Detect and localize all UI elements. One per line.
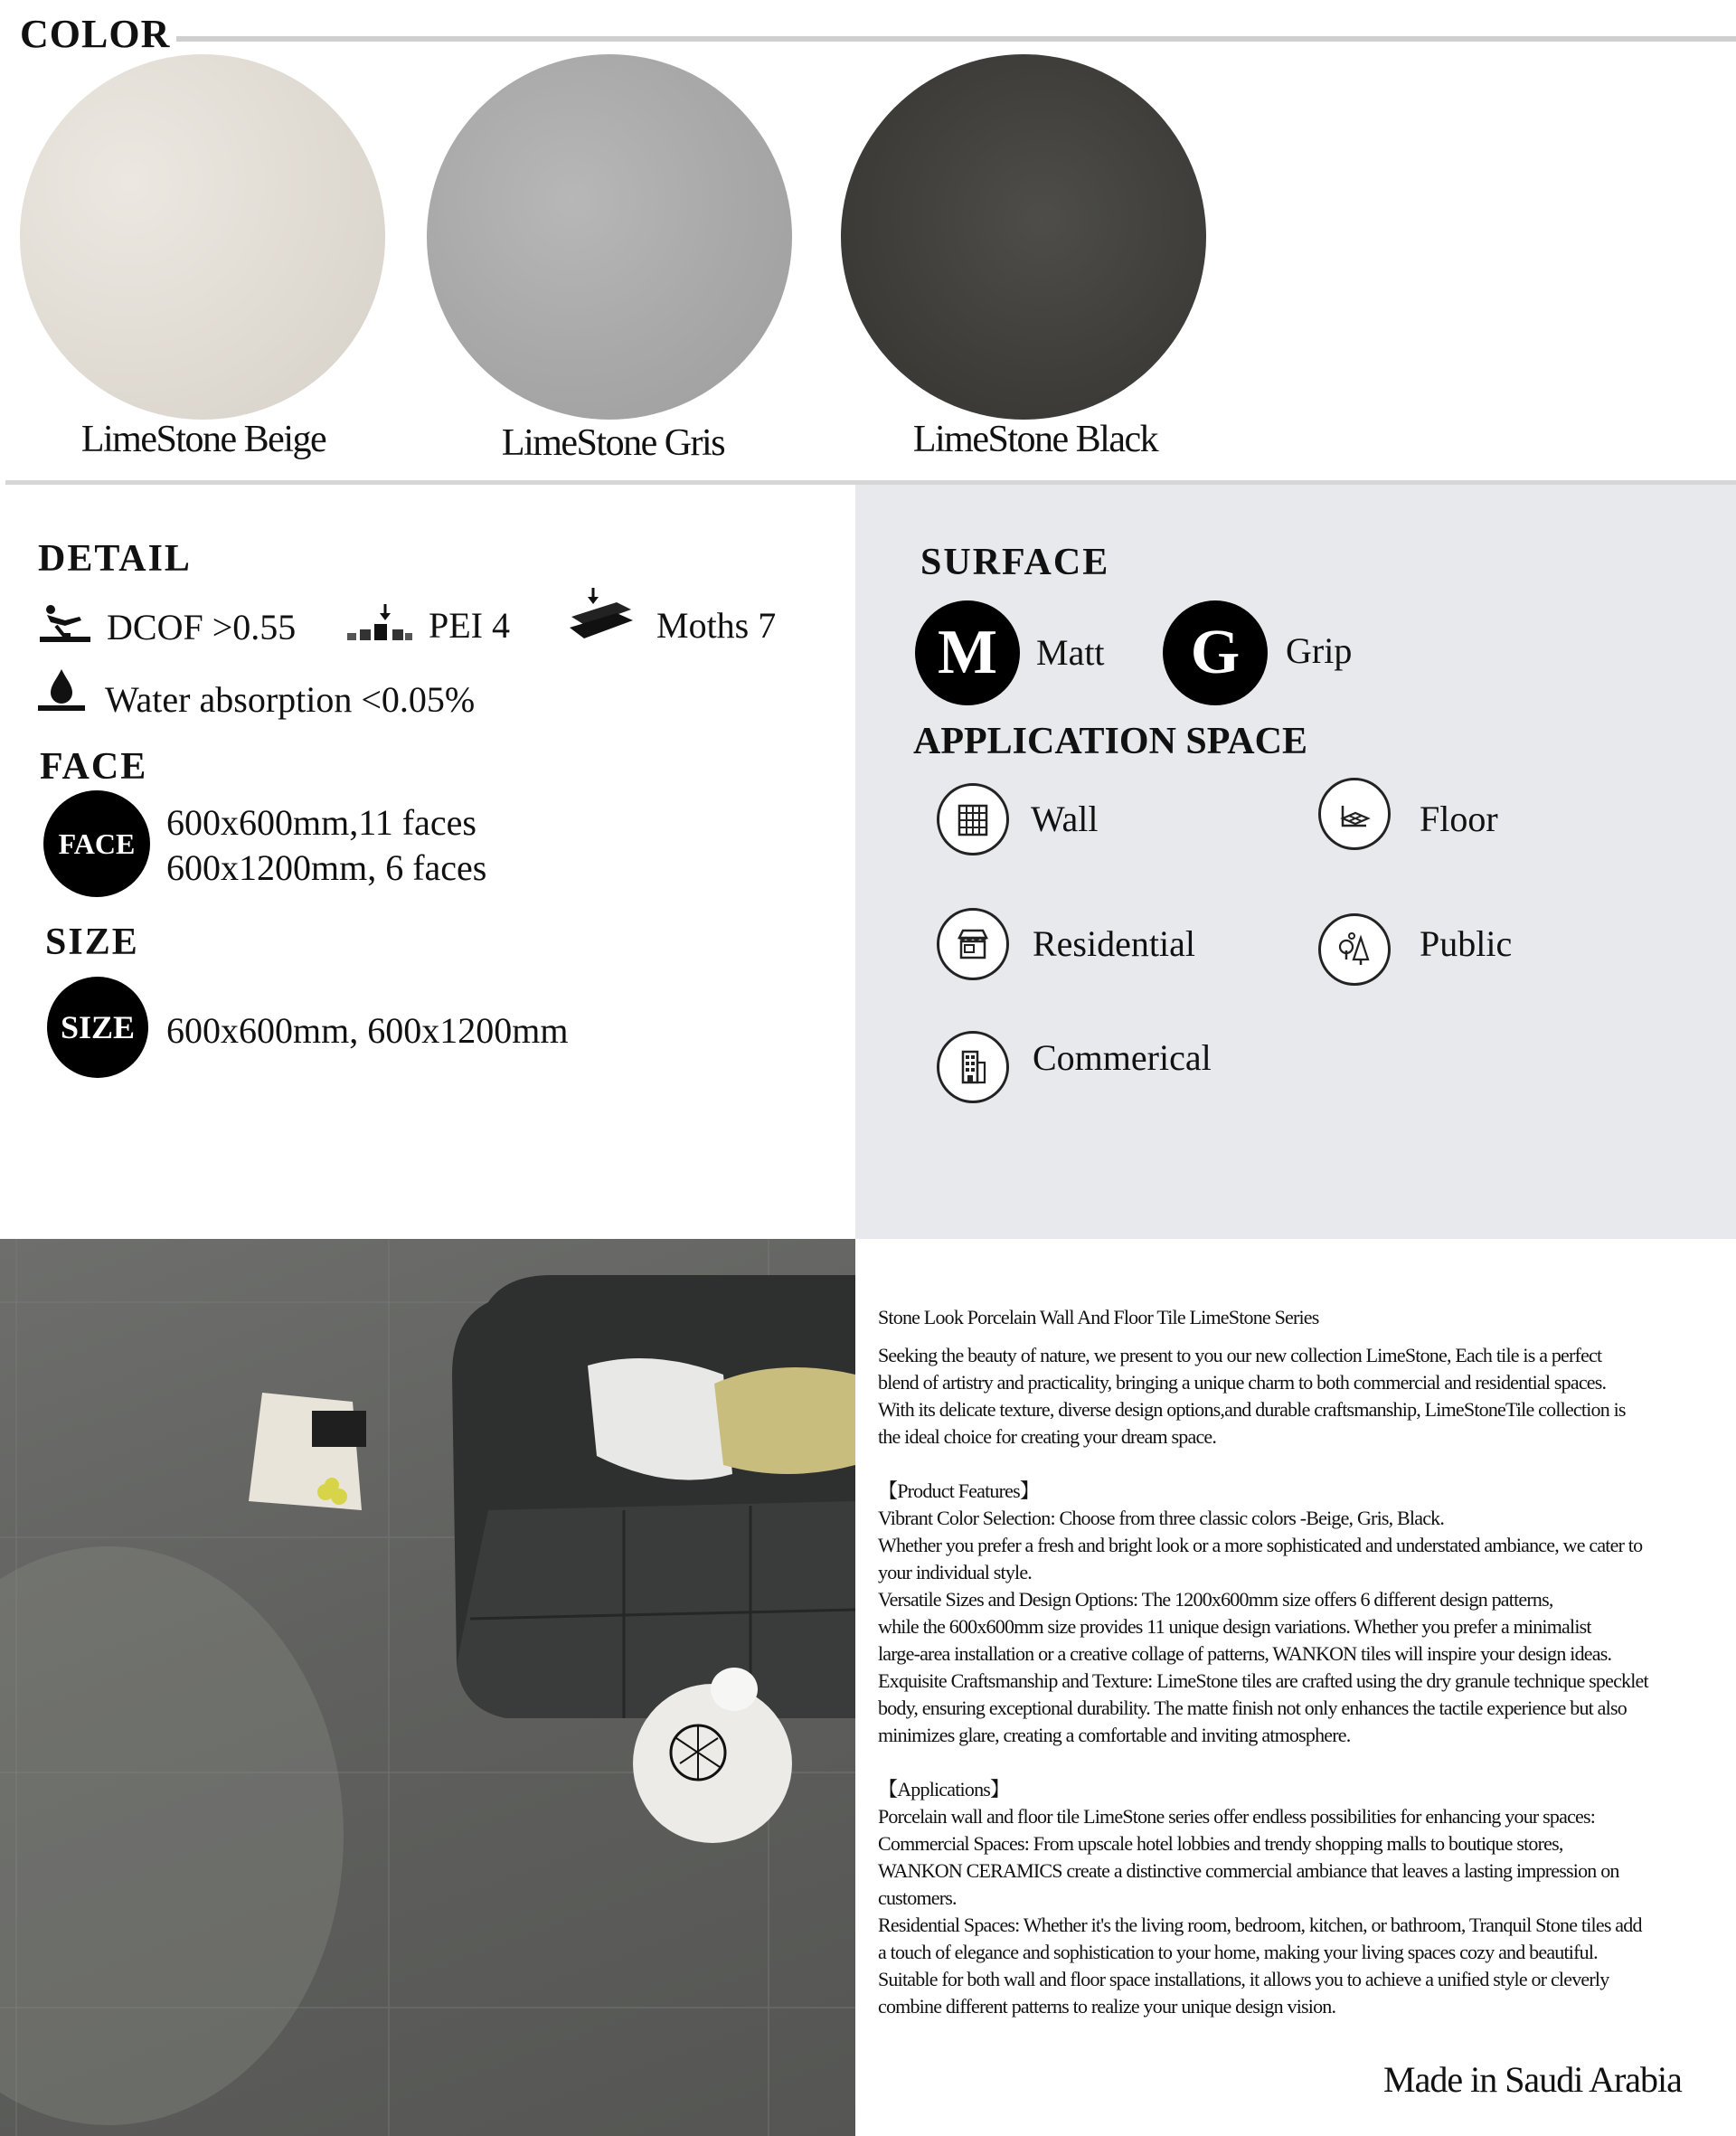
matt-label: Matt — [1036, 632, 1105, 673]
dcof-value: DCOF >0.55 — [107, 607, 297, 647]
swatch-limestone-beige — [20, 54, 385, 420]
application-line: a touch of elegance and sophistication to your home, making your living spaces cozy and beautiful. — [878, 1941, 1598, 1963]
features-heading: 【Product Features】 — [878, 1479, 1040, 1502]
residential-icon — [937, 908, 1009, 980]
feature-line: body, ensuring exceptional durability. The matte finish not only enhances the tactile experience but also — [878, 1697, 1627, 1719]
application-line: combine different patterns to realize your unique design vision. — [878, 1995, 1336, 2018]
application-public-label: Public — [1420, 923, 1513, 964]
mohs-value: Moths 7 — [656, 605, 777, 646]
application-commercial-label: Commerical — [1033, 1037, 1212, 1078]
feature-line: Vibrant Color Selection: Choose from three classic colors -Beige, Gris, Black. — [878, 1507, 1445, 1529]
feature-line: minimizes glare, creating a comfortable and inviting atmosphere. — [878, 1724, 1351, 1746]
application-line: customers. — [878, 1886, 957, 1909]
made-in-label: Made in Saudi Arabia — [1383, 2059, 1682, 2100]
surface-application-panel — [855, 485, 1736, 1239]
application-line: Porcelain wall and floor tile LimeStone series offer endless possibilities for enhancing your spaces: — [878, 1805, 1596, 1828]
swatch-label-black: LimeStone Black — [912, 419, 1158, 460]
face-title: FACE — [40, 746, 148, 788]
swatch-limestone-black — [841, 54, 1206, 420]
feature-line: Exquisite Craftsmanship and Texture: LimeStone tiles are crafted using the dry granule technique specklet — [878, 1669, 1648, 1692]
intro-line: blend of artistry and practicality, bringing a unique charm to both commercial and residential spaces. — [878, 1371, 1607, 1394]
mohs-hardness-icon — [566, 586, 637, 642]
application-line: WANKON CERAMICS create a distinctive commercial ambiance that leaves a lasting impression on — [878, 1859, 1619, 1882]
slip-resistance-icon — [38, 602, 92, 646]
size-value: 600x600mm, 600x1200mm — [166, 1010, 569, 1051]
color-section-title: COLOR — [20, 12, 171, 56]
color-title-rule — [176, 36, 1736, 42]
application-line: Commercial Spaces: From upscale hotel lobbies and trendy shopping malls to boutique stores, — [878, 1832, 1563, 1855]
water-drop-icon — [36, 667, 87, 714]
grip-badge: G — [1163, 600, 1268, 705]
description-title: Stone Look Porcelain Wall And Floor Tile LimeStone Series — [878, 1306, 1319, 1328]
intro-line: the ideal choice for creating your dream space. — [878, 1425, 1217, 1448]
pei-icon — [345, 602, 414, 646]
commercial-building-icon — [937, 1031, 1009, 1103]
intro-line: With its delicate texture, diverse design options,and durable craftsmanship, LimeStoneTile collection is — [878, 1398, 1626, 1421]
water-absorption-value: Water absorption <0.05% — [105, 679, 476, 720]
public-park-icon — [1318, 913, 1391, 986]
applications-heading: 【Applications】 — [878, 1778, 1010, 1800]
feature-line: large-area installation or a creative collage of patterns, WANKON tiles will inspire your design ideas. — [878, 1642, 1612, 1665]
size-badge: SIZE — [47, 977, 148, 1078]
face-line-2: 600x1200mm, 6 faces — [166, 847, 487, 888]
swatch-limestone-gris — [427, 54, 792, 420]
feature-line: while the 600x600mm size provides 11 unique design variations. Whether you prefer a minimalist — [878, 1615, 1591, 1638]
grip-label: Grip — [1286, 630, 1353, 671]
feature-line: Whether you prefer a fresh and bright look or a more sophisticated and understated ambiance, we cater to — [878, 1534, 1643, 1556]
application-residential-label: Residential — [1033, 923, 1195, 964]
swatch-label-beige: LimeStone Beige — [80, 419, 326, 460]
detail-title: DETAIL — [38, 538, 192, 580]
swatch-label-gris: LimeStone Gris — [501, 422, 725, 464]
size-title: SIZE — [45, 922, 139, 963]
face-badge: FACE — [43, 790, 150, 897]
feature-line: Versatile Sizes and Design Options: The 1200x600mm size offers 6 different design patterns, — [878, 1588, 1553, 1611]
surface-title: SURFACE — [920, 542, 1110, 583]
application-floor-label: Floor — [1420, 799, 1498, 839]
product-description — [878, 1304, 1728, 2020]
application-wall-label: Wall — [1031, 799, 1099, 839]
room-scene-photo — [0, 1239, 855, 2136]
floor-icon — [1318, 778, 1391, 850]
wall-icon — [937, 783, 1009, 855]
application-line: Suitable for both wall and floor space installations, it allows you to achieve a unified style or cleverly — [878, 1968, 1609, 1990]
face-line-1: 600x600mm,11 faces — [166, 802, 476, 843]
matt-badge: M — [915, 600, 1020, 705]
application-space-title: APPLICATION SPACE — [913, 721, 1307, 762]
pei-value: PEI 4 — [429, 605, 510, 646]
feature-line: your individual style. — [878, 1561, 1032, 1583]
intro-line: Seeking the beauty of nature, we present to you our new collection LimeStone, Each tile is a perfect — [878, 1344, 1602, 1366]
application-line: Residential Spaces: Whether it's the living room, bedroom, kitchen, or bathroom, Tranquil Stone tiles add — [878, 1914, 1642, 1936]
